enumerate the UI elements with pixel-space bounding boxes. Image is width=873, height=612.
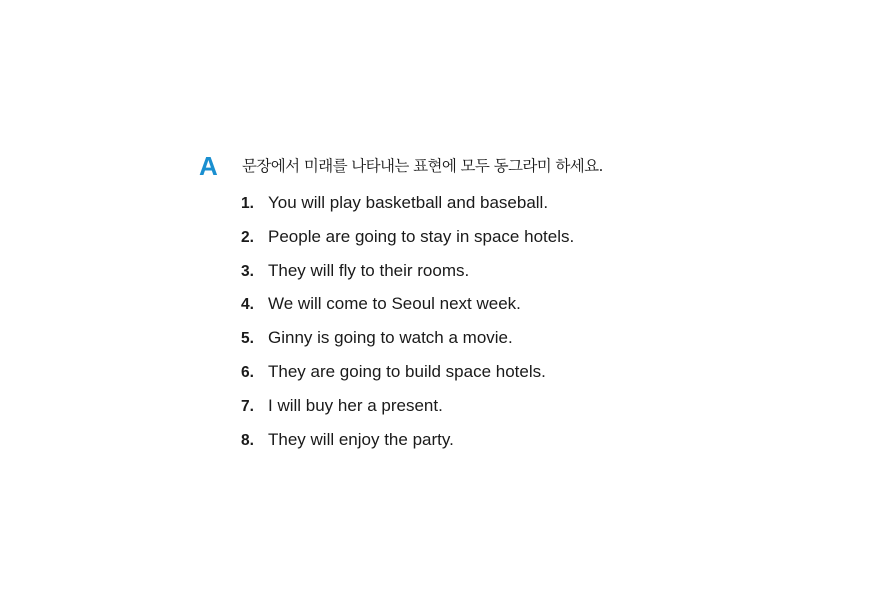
sentence-text: They will enjoy the party. xyxy=(268,429,454,449)
sentence-number: 6. xyxy=(241,363,254,381)
sentence-text: I will buy her a present. xyxy=(268,395,443,415)
sentence-number: 4. xyxy=(241,296,254,314)
sentence-item xyxy=(241,362,759,396)
sentence-item xyxy=(241,294,759,328)
sentence-text: They are going to build space hotels. xyxy=(268,361,546,381)
sentence-text: We will come to Seoul next week. xyxy=(268,294,521,314)
sentence-number: 5. xyxy=(241,330,254,348)
sentence-item xyxy=(241,193,759,227)
sentence-item xyxy=(241,396,759,430)
sentence-text: Ginny is going to watch a movie. xyxy=(268,328,513,348)
sentence-item xyxy=(241,430,759,464)
section-header xyxy=(199,150,759,182)
sentence-text: People are going to stay in space hotels. xyxy=(268,226,575,246)
sentence-item xyxy=(241,227,759,261)
sentence-number: 8. xyxy=(241,431,254,449)
sentence-text: You will play basketball and baseball. xyxy=(268,193,549,212)
sentence-list xyxy=(199,193,759,463)
sentence-item xyxy=(241,328,759,362)
sentence-item xyxy=(241,261,759,295)
sentence-number: 1. xyxy=(241,195,254,212)
sentence-number: 3. xyxy=(241,262,254,280)
sentence-number: 2. xyxy=(241,228,254,246)
exercise-section-a xyxy=(199,150,759,463)
instruction-text: 문장에서 미래를 나타내는 표현에 모두 동그라미 하세요. xyxy=(242,157,603,175)
section-letter: A xyxy=(199,151,218,181)
sentence-text: They will fly to their rooms. xyxy=(268,260,470,280)
sentence-number: 7. xyxy=(241,397,254,415)
